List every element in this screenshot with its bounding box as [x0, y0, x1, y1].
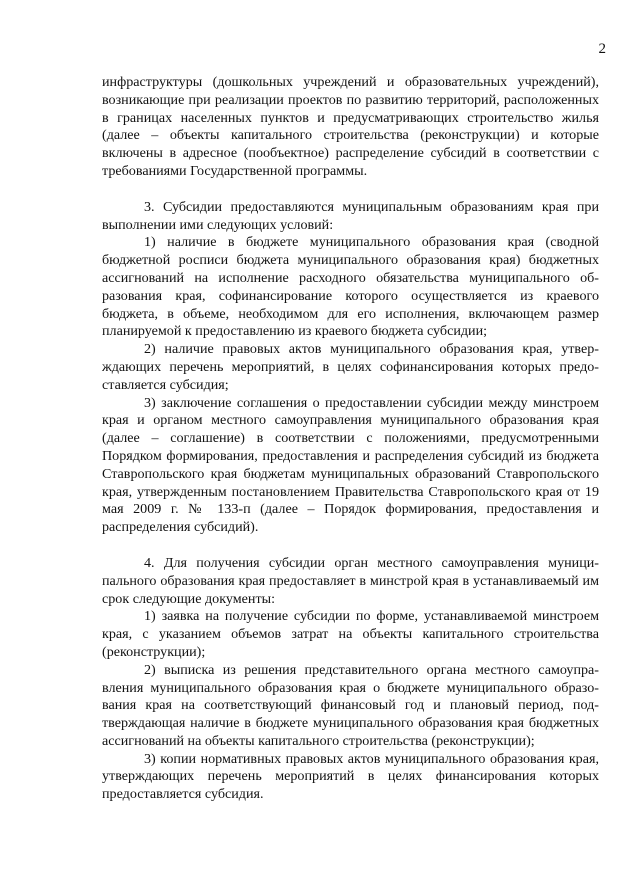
paragraph-section-3-item-1: 1) наличие в бюджете муниципального образования края (сводной бюджетной росписи бюджета муниципального образования края) бюджетных ассигнований на исполнение расходного обязательства муниципального образования края, софинансирование которого осуществляется из краевого бюджета, в объеме, необходимом для его исполнения, включающем размер планируемой к предоставлению из краевого бюджета субсидии;: [102, 234, 599, 340]
paragraph-section-3-item-3: 3) заключение соглашения о предоставлении субсидии между минстроем края и органом местного самоуправления муниципального образования края (далее – соглашение) в соответствии с положениями, предусмотренными Порядком формирования, предоставления и распределения субсидий из бюджета Ставропольского края бюджетам муниципальных образований Ставропольского края, утвержденным постановлением Правительства Ставропольского края от 19 мая 2009 г. № 133-п (далее – Порядок формирования, предоставления и распределения субсидий).: [102, 394, 599, 536]
paragraph-infrastructure: инфраструктуры (дошкольных учреждений и образовательных учреждений), возникающие при реализации проектов по развитию территорий, расположенных в границах населенных пунктов и предусматривающих строительство жилья (далее – объекты капитального строительства (реконструкции) и которые включены в адресное (пообъектное) распределение субсидий в соответствии с требованиями Государственной программы.: [102, 74, 599, 179]
page-number: 2: [598, 41, 606, 57]
paragraph-section-4-item-2: 2) выписка из решения представительного органа местного самоуправления муниципального образования края о бюджете муниципального образования края на соответствующий финансовый год и плановый период, подтверждающая наличие в бюджете муниципального образования края бюджетных ассигнований на объекты капитального строительства (реконструкции);: [102, 661, 599, 749]
paragraph-section-4-item-1: 1) заявка на получение субсидии по форме, устанавливаемой минстроем края, с указанием объемов затрат на объекты капитального строительства (реконструкции);: [102, 608, 599, 660]
paragraph-section-4-intro: 4. Для получения субсидии орган местного самоуправления муниципального образования края предоставляет в минстрой края в устанавливаемый им срок следующие документы:: [102, 554, 599, 607]
document-body: [102, 74, 599, 804]
paragraph-section-3-item-2: 2) наличие правовых актов муниципального образования края, утверждающих перечень мероприятий, в целях софинансирования которых предоставляется субсидия;: [102, 341, 599, 393]
paragraph-section-4-item-3: 3) копии нормативных правовых актов муниципального образования края, утверждающих перечень мероприятий в целях финансирования которых предоставляется субсидия.: [102, 750, 599, 803]
paragraph-section-3-intro: 3. Субсидии предоставляются муниципальным образованиям края при выполнении ими следующих условий:: [102, 198, 599, 233]
